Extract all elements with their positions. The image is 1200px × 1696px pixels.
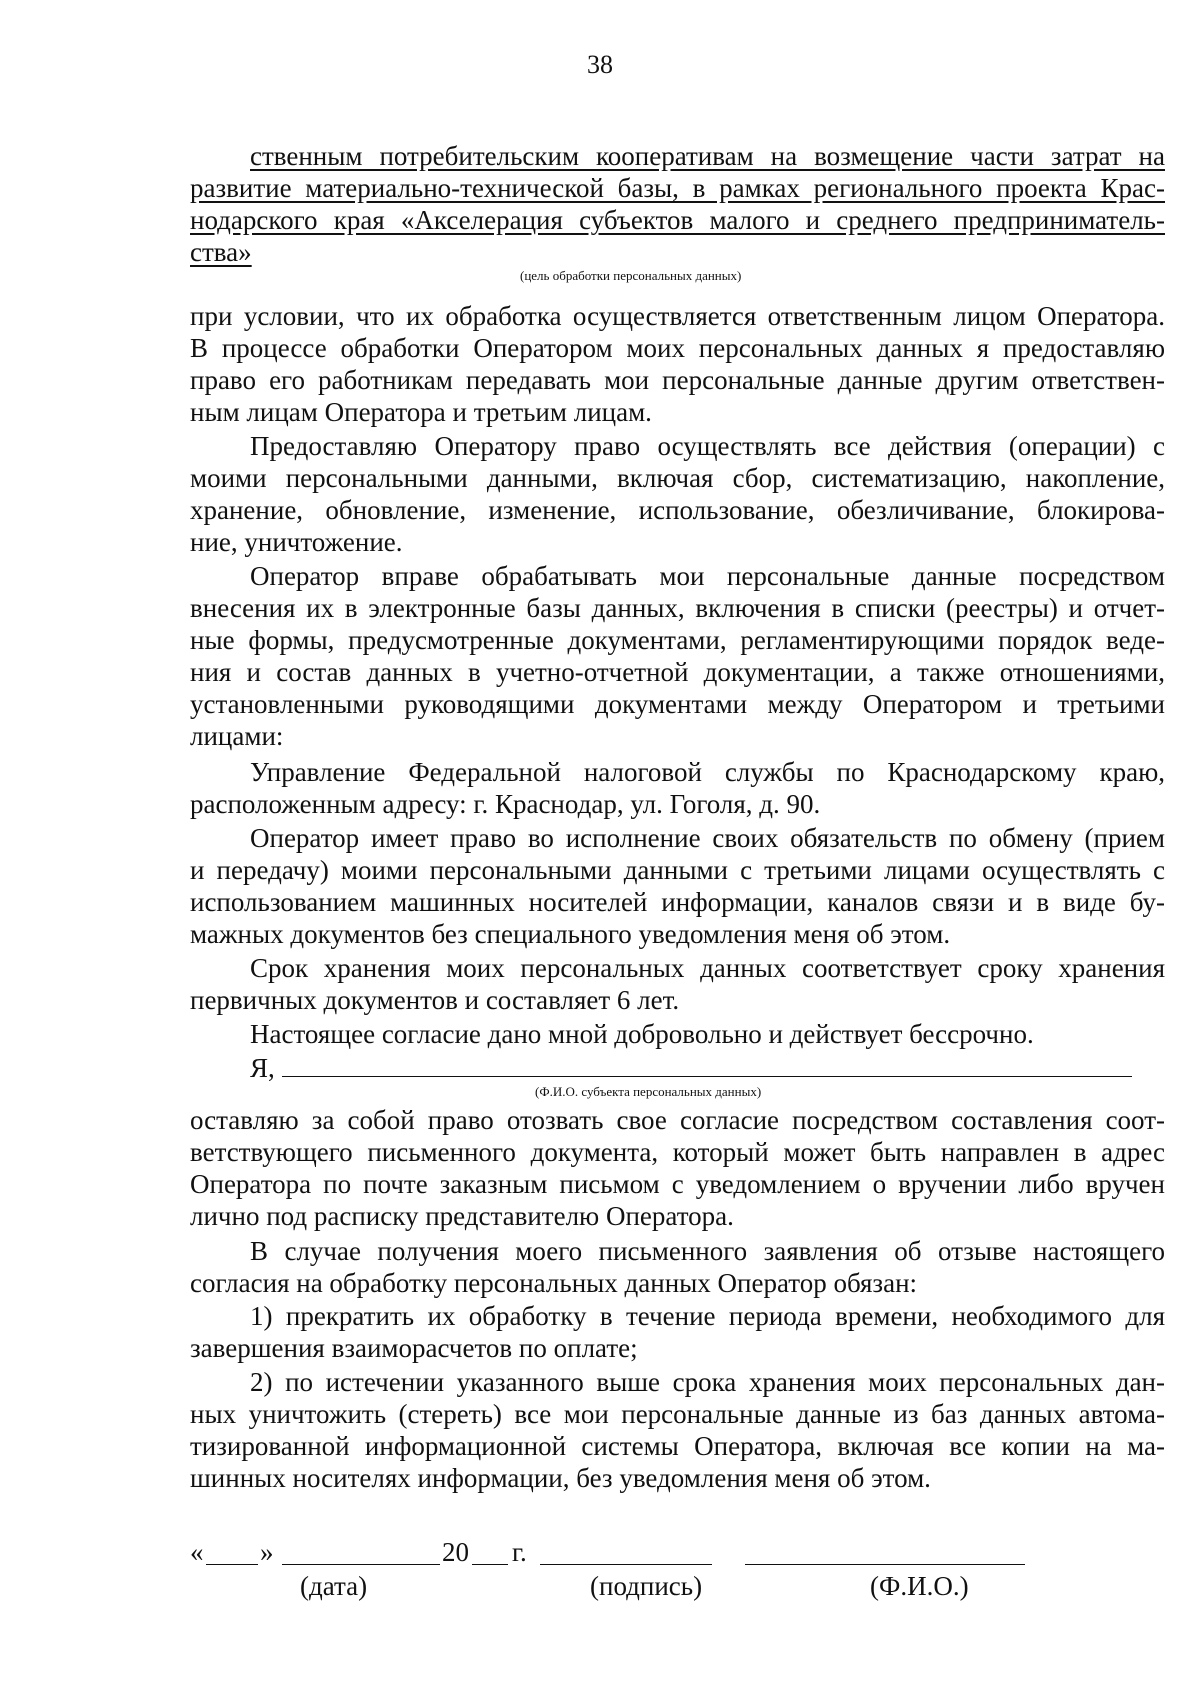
text-line: использованием машинных носителей информации, каналов связи и в виде бу- <box>190 887 1165 917</box>
purpose-block <box>190 140 1165 284</box>
text-line: Срок хранения моих персональных данных соответствует сроку хранения <box>250 953 1165 983</box>
text-line: 2) по истечении указанного выше срока хранения моих персональных дан- <box>250 1367 1165 1397</box>
text-line: установленными руководящими документами между Оператором и третьими <box>190 689 1165 719</box>
year-prefix: 20 <box>442 1537 469 1567</box>
paragraph-operations <box>190 430 1165 558</box>
text-line: оставляю за собой право отозвать свое согласие посредством составления соот- <box>190 1105 1165 1135</box>
subject-name-row <box>190 1052 1165 1100</box>
paragraph-operator-rights <box>190 560 1165 752</box>
paragraph-operator-obligations <box>190 1235 1165 1299</box>
text-line: шинных носителях информации, без уведомления меня об этом. <box>190 1463 931 1493</box>
text-line: завершения взаиморасчетов по оплате; <box>190 1333 638 1363</box>
text-line: при условии, что их обработка осуществляется ответственным лицом Оператора. <box>190 301 1165 331</box>
ya-label: Я, <box>250 1053 275 1083</box>
text-line: хранение, обновление, изменение, использование, обезличивание, блокирова- <box>190 495 1165 525</box>
signature-caption: (подпись) <box>590 1571 703 1601</box>
text-line: мажных документов без специального уведомления меня об этом. <box>190 919 951 949</box>
purpose-line: нодарского края «Акселерация субъектов малого и среднего предприниматель- <box>190 205 1165 235</box>
text-line: ния и состав данных в учетно-отчетной документации, а также отношениями, <box>190 657 1165 687</box>
page-number: 38 <box>587 50 613 79</box>
paragraph-voluntary <box>190 1018 1165 1050</box>
text-line: право его работникам передавать мои персональные данные другим ответствен- <box>190 365 1165 395</box>
text-line: Предоставляю Оператору право осуществлять все действия (операции) с <box>250 431 1165 461</box>
obligation-item-2 <box>190 1366 1165 1494</box>
date-caption: (дата) <box>300 1571 368 1601</box>
paragraph-processing-condition <box>190 300 1165 428</box>
fio-field[interactable] <box>745 1563 1025 1565</box>
year-suffix: г. <box>512 1537 527 1567</box>
text-line: ветствующего письменного документа, который может быть направлен в адрес <box>190 1137 1165 1167</box>
text-line: ным лицам Оператора и третьим лицам. <box>190 397 652 427</box>
signature-row <box>190 1535 1090 1601</box>
text-line: лично под расписку представителю Оператора. <box>190 1201 734 1231</box>
purpose-caption: (цель обработки персональных данных) <box>520 268 742 283</box>
text-line: лицами: <box>190 721 284 751</box>
text-line: ных уничтожить (стереть) все мои персональные данные из баз данных автома- <box>190 1399 1165 1429</box>
text-line: 1) прекратить их обработку в течение периода времени, необходимого для <box>250 1301 1165 1331</box>
obligation-item-1 <box>190 1300 1165 1364</box>
subject-name-field[interactable] <box>282 1052 1132 1077</box>
text-line: Настоящее согласие дано мной добровольно и действует бессрочно. <box>250 1019 1034 1049</box>
text-line: Управление Федеральной налоговой службы по Краснодарскому краю, <box>250 757 1165 787</box>
signature-field[interactable] <box>540 1563 712 1565</box>
text-line: Оператор вправе обрабатывать мои персональные данные посредством <box>250 561 1165 591</box>
text-line: расположенным адресу: г. Краснодар, ул. Гоголя, д. 90. <box>190 789 821 819</box>
purpose-line: развитие материально-технической базы, в рамках регионального проекта Крас- <box>190 173 1165 203</box>
year-field[interactable] <box>472 1563 508 1565</box>
purpose-line: ства» <box>190 237 252 267</box>
quote-open: « <box>190 1537 204 1567</box>
text-line: тизированной информационной системы Оператора, включая все копии на ма- <box>190 1431 1165 1461</box>
subject-name-line <box>190 1052 1165 1084</box>
paragraph-revocation <box>190 1104 1165 1232</box>
paragraph-storage-term <box>190 952 1165 1016</box>
purpose-line: ственным потребительским кооперативам на возмещение части затрат на <box>250 141 1165 171</box>
text-line: Оператора по почте заказным письмом с уведомлением о вручении либо вручен <box>190 1169 1165 1199</box>
fio-caption: (Ф.И.О.) <box>870 1571 969 1601</box>
text-line: первичных документов и составляет 6 лет. <box>190 985 680 1015</box>
paragraph-exchange <box>190 822 1165 950</box>
text-line: и передачу) моими персональными данными с третьими лицами осуществлять с <box>190 855 1165 885</box>
text-line: согласия на обработку персональных данных Оператор обязан: <box>190 1268 918 1298</box>
text-line: моими персональными данными, включая сбор, систематизацию, накопление, <box>190 463 1165 493</box>
paragraph-tax-service <box>190 756 1165 820</box>
text-line: В процессе обработки Оператором моих персональных данных я предоставляю <box>190 333 1165 363</box>
subject-name-caption: (Ф.И.О. субъекта персональных данных) <box>535 1084 762 1099</box>
text-line: В случае получения моего письменного заявления об отзыве настоящего <box>250 1236 1165 1266</box>
quote-close: » <box>260 1537 274 1567</box>
month-field[interactable] <box>282 1563 440 1565</box>
text-line: Оператор имеет право во исполнение своих обязательств по обмену (прием <box>250 823 1165 853</box>
text-line: ние, уничтожение. <box>190 527 403 557</box>
day-field[interactable] <box>206 1563 258 1565</box>
text-line: внесения их в электронные базы данных, включения в списки (реестры) и отчет- <box>190 593 1165 623</box>
text-line: ные формы, предусмотренные документами, регламентирующими порядок веде- <box>190 625 1165 655</box>
